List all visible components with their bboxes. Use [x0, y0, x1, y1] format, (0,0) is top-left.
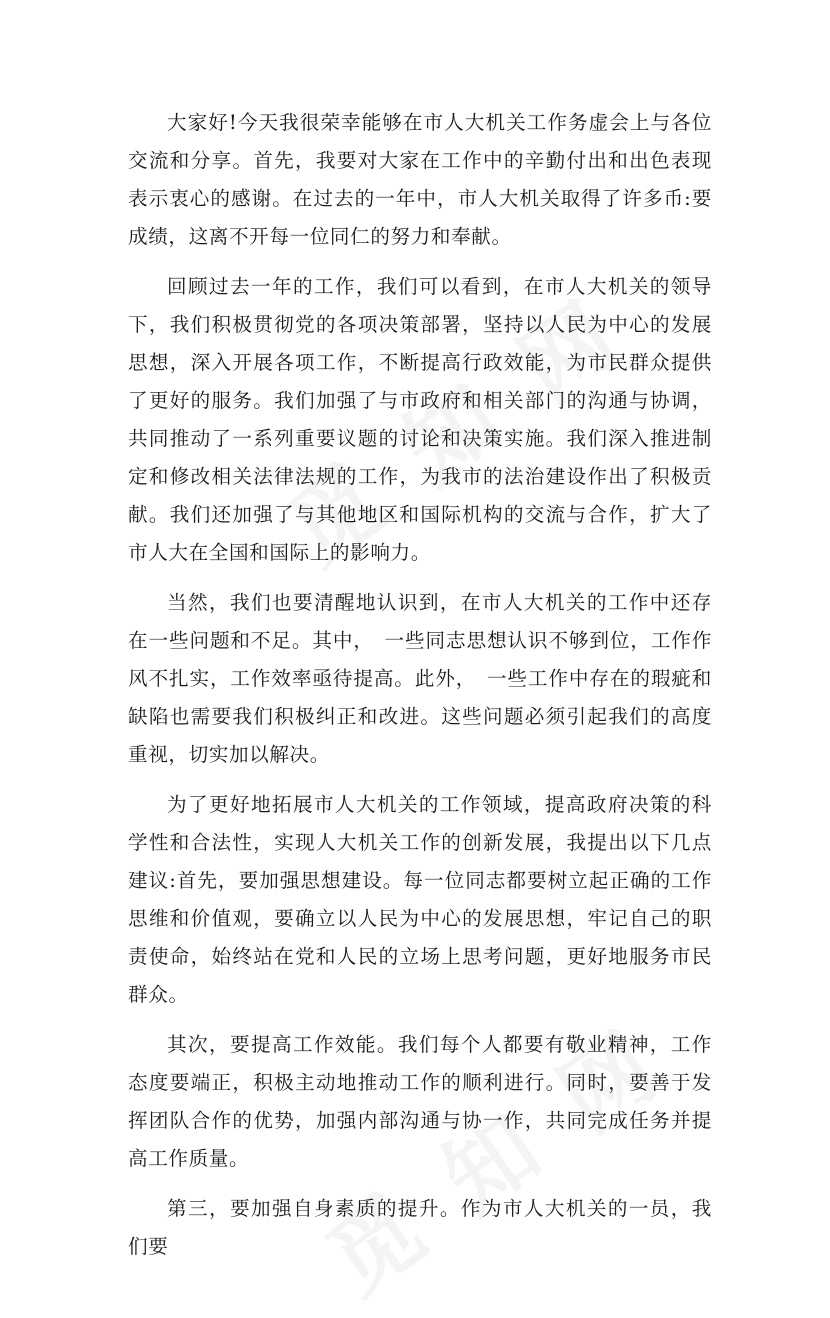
paragraph-review: 回顾过去一年的工作，我们可以看到，在市人大机关的领导下，我们积极贯彻党的各项决策部署，坚持以人民为中心的发展思想，深入开展各项工作，不断提高行政效能，为市民群众提供了更好的服务。我们加强了与市政府和相关部门的沟通与协调，共同推动了一系列重要议题的讨论和决策实施。我们深入推进制定和修改相关法律法规的工作，为我市的法治建设作出了积极贡献。我们还加强了与其他地区和国际机构的交流与合作，扩大了市人大在全国和国际上的影响力。: [128, 275, 712, 564]
paragraph-third: 第三，要加强自身素质的提升。作为市人大机关的一员，我们要: [128, 1197, 712, 1258]
document-body: [128, 104, 712, 1278]
paragraph-problems: 当然，我们也要清醒地认识到，在市人大机关的工作中还存在一些问题和不足。其中， 一些同志思想认识不够到位，工作作风不扎实，工作效率亟待提高。此外， 一些工作中存在的瑕疵和缺陷也需要我们积极纠正和改进。这些问题必须引起我们的高度重视，切实加以解决。: [128, 591, 712, 766]
paragraph-efficiency: 其次，要提高工作效能。我们每个人都要有敬业精神，工作态度要端正，积极主动地推动工作的顺利进行。同时，要善于发挥团队合作的优势，加强内部沟通与协一作，共同完成任务并提高工作质量。: [128, 1033, 712, 1170]
paragraph-suggestions: 为了更好地拓展市人大机关的工作领域，提高政府决策的科学性和合法性，实现人大机关工作的创新发展，我提出以下几点建议:首先，要加强思想建设。每一位同志都要树立起正确的工作思维和价值观，要确立以人民为中心的发展思想，牢记自己的职责使命，始终站在党和人民的立场上思考问题，更好地服务市民群众。: [128, 793, 712, 1006]
paragraph-greeting: 大家好!今天我很荣幸能够在市人大机关工作务虚会上与各位交流和分享。首先，我要对大家在工作中的辛勤付出和出色表现表示衷心的感谢。在过去的一年中，市人大机关取得了许多币:要成绩，这离不开每一位同仁的努力和奉献。: [128, 111, 712, 248]
